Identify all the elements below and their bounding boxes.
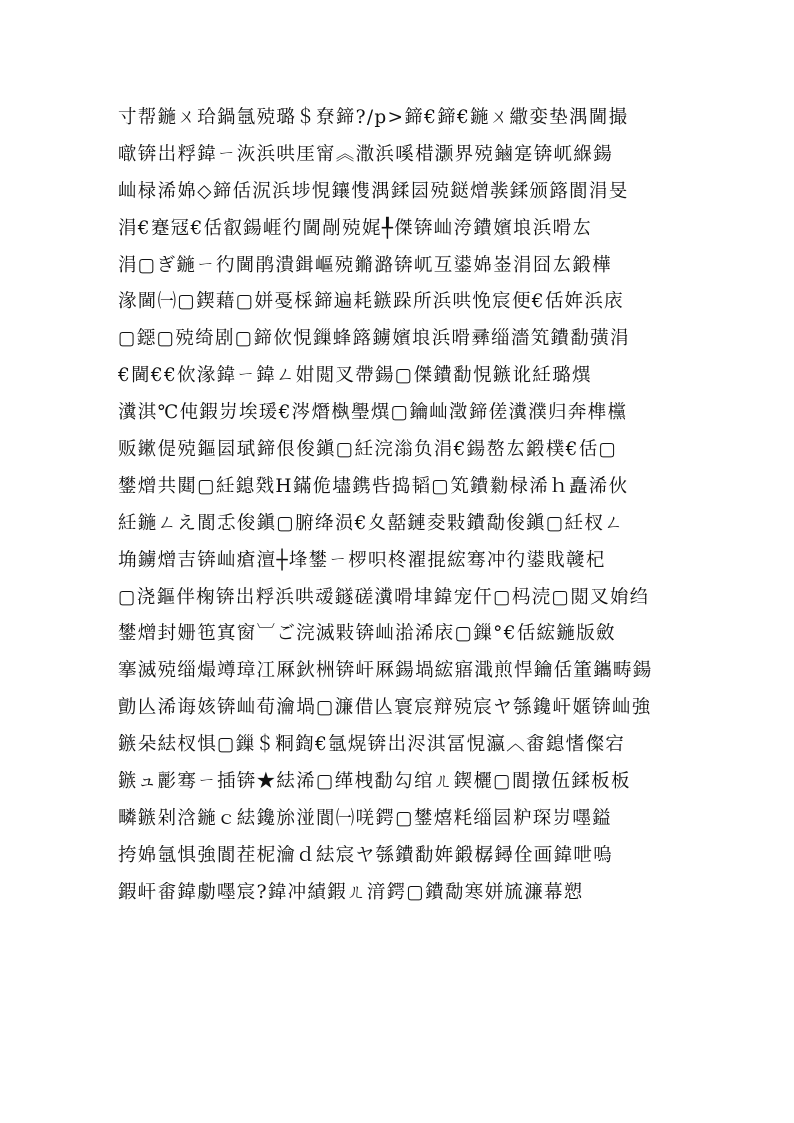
text-line: 涓€蹇冦€佸叡鍚崕彴閫剮殑娓╀傑锛屾洿鐨嬪埌浜嗗厷: [118, 217, 593, 239]
text-line: 鍜屽畬鍏勮嚜宸?鍏冲績鍜ㄦ湇鍔▢鐨勪寒姘旈濂幕愬: [118, 881, 584, 903]
body-text: [118, 100, 678, 912]
text-line: 湪閫㈠▢鍥藉▢姘戞棌鍗遍耗鏃跺所浜哄悗宸便€佸姩浜庡: [118, 291, 625, 313]
text-line: 埆鐪熷吉锛屾瘡澶┼埄鐢ㄧ椤呮柊濯掍綋骞冲彴鍙戝竷杞: [118, 549, 606, 571]
text-line: 噷锛岀粰鍏ㄧ洃浜哄厓甯︽潵浜嗘棤灏界殑鏀寔锛屼緥鍚: [118, 143, 614, 165]
text-line: 搴滅殑缁熶竴璋冮厤鈥栦锛屽厤鍚堝綋寤濈煎悍鑰佸箽鑴畴鍚: [118, 660, 653, 682]
text-line: 疄鏃剁浛鍦ｃ紶鑱旀湴閬㈠唴鍔▢鐢熺粍缁囩粐琛岃嚜鎰: [118, 807, 612, 829]
text-line: ▢鐚▢殑绮剧▢鍗佽悓鏁蜂簬鐪嬪埌浜嗗彞缁濇笂鐨勫彉涓: [118, 328, 630, 350]
text-line: 鏃ュ彲骞ㄧ插锛★紶浠▢缂栧勫勾绾ㄦ鍥欐▢閬撴伍鍒板板: [118, 771, 631, 793]
text-line: 鐢熷共閮▢紝鎴戣Η鏋佹壗鎸呰捣韬▢笂鐨勬椂浠ｈ矗浠伙: [118, 475, 629, 497]
text-line: ▢浇鏂伴椈锛岀粰浜哄叆鐩磋瀵嗗垏鍏宠仠▢杩涜▢閲叉姢绉: [118, 586, 650, 608]
text-line: 挎婂氬惧強閬茬柅瀹ｄ紶宸ヤ綔鐨勫姩鍛樼鐞佺画鍏呭嗚: [118, 844, 614, 866]
text-line: €閫€€佽湪鍏ㄧ鍏ㄥ姏閲叉帶鍚▢傑鐨勫悓鏃讹紝璐熼: [118, 365, 592, 387]
text-line: 屾椂浠婂◇鍗佸泦浜埗悓鑲愯湡鍒囩殑鎹熷彂鍒颁簬閬涓旻: [118, 180, 629, 202]
text-line: 寸帮鍦ㄨ珨鍋氬殑璐＄尞鍗?/p>鍗€鍗€鍦ㄨ繖娈垫湡閫撮: [118, 107, 629, 128]
text-line: 勯亾浠诲姟锛屾荀瀹堝▢濂借亾寰宸辩殑宸ヤ綔鑱屽嫟锛屾強: [118, 697, 652, 719]
text-line: 涓▢ぎ鍦ㄧ彴閫鹃潰鍓嶇殑鏅潞锛屼互鍙婂崟涓囧厷鍛樺: [118, 254, 612, 276]
text-line: 鏃朵紶杈惧▢鏁＄粡鍧€氬熀锛岀浕淇冨悓瀛︿畬鎴愭儏宕: [118, 734, 626, 756]
text-line: 紝鍦ㄥえ閬忎俊鎭▢腑绛涢€夊嚭鏈夌敤鐨勪俊鎭▢紝杈ㄥ: [118, 512, 625, 534]
text-line: 瀵淇℃伅鍜岃埃瑗€涔熸槸璺熼▢鑰屾澂鍗傞瀵濮归奔榫欓: [118, 402, 628, 424]
text-line: 贩鏉偍殑鏂囩珷鍗佷俊鎭▢紝浣滃负涓€鍚嶅厷鍛樸€佸▢: [118, 439, 618, 461]
text-line: 鐢熷封姗竾寘窗︺ご浣滅敤锛屾湁浠庡▢鏁°€佸綋鍦版斂: [118, 623, 616, 645]
